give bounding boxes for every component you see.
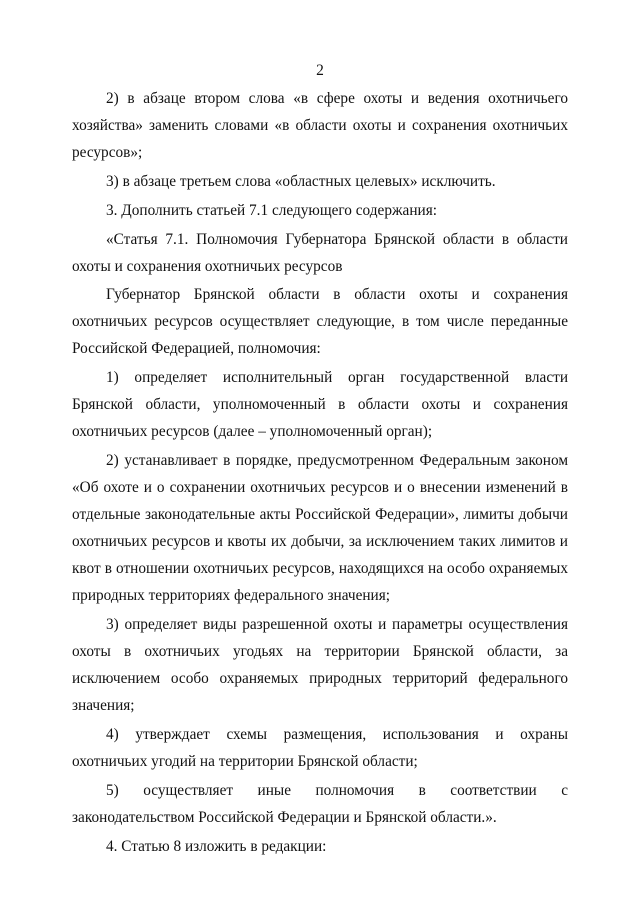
- paragraph-item-3: 3. Дополнить статьей 7.1 следующего содержания:: [106, 202, 438, 219]
- page-number: 2: [316, 62, 324, 79]
- list-item-power-4: 4) утверждает схемы размещения, использования и охраны охотничьих угодий на территории Брянской области;: [72, 726, 568, 770]
- list-item-power-1: 1) определяет исполнительный орган государственной власти Брянской области, уполномоченный в области охоты и сохранения охотничьих ресурсов (далее – уполномоченный орган);: [72, 369, 568, 440]
- paragraph-item-4: 4. Статью 8 изложить в редакции:: [106, 838, 327, 855]
- document-body: [72, 85, 568, 860]
- paragraph-governor-powers: Губернатор Брянской области в области охоты и сохранения охотничьих ресурсов осуществляет следующие, в том числе переданные Российской Федерацией, полномочия:: [72, 286, 568, 357]
- paragraph-amendment-2: 2) в абзаце втором слова «в сфере охоты и ведения охотничьего хозяйства» заменить словами «в области охоты и сохранения охотничьих ресурсов»;: [72, 90, 568, 161]
- paragraph-amendment-3: 3) в абзаце третьем слова «областных целевых» исключить.: [106, 173, 496, 190]
- list-item-power-3: 3) определяет виды разрешенной охоты и параметры осуществления охоты в охотничьих угодьях на территории Брянской области, за исключением особо охраняемых природных территорий федерального значения;: [72, 616, 568, 714]
- list-item-power-2: 2) устанавливает в порядке, предусмотренном Федеральным законом «Об охоте и о сохранении охотничьих ресурсов и о внесении изменений в отдельные законодательные акты Российской Федерации», лимиты добычи охотничьих ресурсов и квоты их добычи, за исключением таких лимитов и квот в отношении охотничьих ресурсов, находящихся на особо охраняемых природных территориях федерального значения;: [72, 452, 568, 604]
- article-heading: «Статья 7.1. Полномочия Губернатора Брянской области в области охоты и сохранения охотничьих ресурсов: [72, 231, 568, 275]
- list-item-power-5: 5) осуществляет иные полномочия в соответствии с законодательством Российской Федерации и Брянской области.».: [72, 782, 568, 826]
